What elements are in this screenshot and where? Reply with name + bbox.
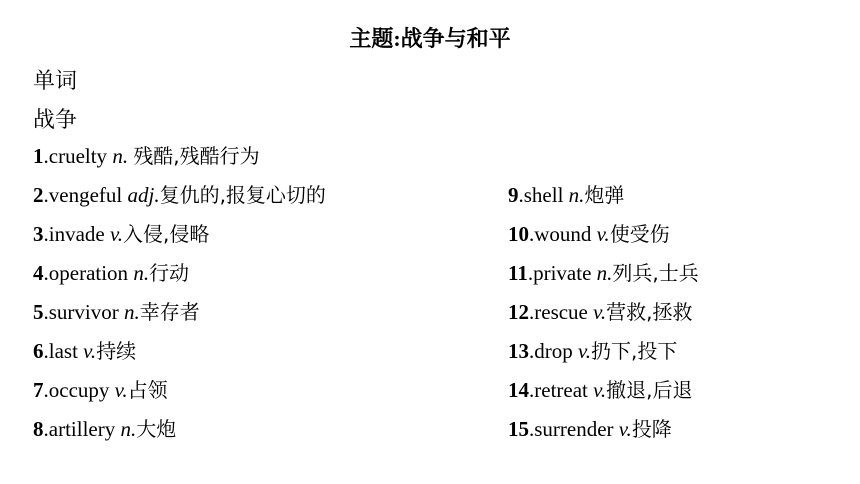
vocab-list-left bbox=[33, 141, 326, 453]
vocab-item: 4.operation n.行动 bbox=[33, 261, 190, 285]
vocab-meaning: 扔下,投下 bbox=[591, 339, 678, 363]
vocab-number: 5 bbox=[33, 300, 44, 324]
section-heading-war: 战争 bbox=[33, 108, 78, 133]
vocab-number: 1 bbox=[33, 144, 44, 168]
vocab-word: last bbox=[48, 339, 78, 363]
vocab-word: operation bbox=[48, 261, 129, 285]
vocab-pos: adj. bbox=[127, 183, 160, 207]
vocab-list-right bbox=[508, 180, 699, 453]
vocab-pos: v. bbox=[596, 222, 610, 246]
vocab-item: 10.wound v.使受伤 bbox=[508, 222, 670, 246]
vocab-item: 5.survivor n.幸存者 bbox=[33, 300, 200, 324]
vocab-word: vengeful bbox=[48, 183, 123, 207]
vocab-number: 2 bbox=[33, 183, 44, 207]
vocab-meaning: 行动 bbox=[149, 261, 190, 285]
vocab-word: cruelty bbox=[48, 144, 108, 168]
vocab-meaning: 撤退,后退 bbox=[606, 378, 693, 402]
vocab-number: 14 bbox=[508, 378, 529, 402]
vocab-pos: v. bbox=[593, 300, 607, 324]
vocab-pos: n. bbox=[112, 144, 129, 168]
vocab-word: occupy bbox=[48, 378, 110, 402]
vocab-meaning: 使受伤 bbox=[609, 222, 670, 246]
vocab-number: 3 bbox=[33, 222, 44, 246]
vocab-pos: v. bbox=[83, 339, 97, 363]
vocab-number: 8 bbox=[33, 417, 44, 441]
vocab-word: artillery bbox=[48, 417, 116, 441]
vocab-meaning: 炮弹 bbox=[584, 183, 625, 207]
vocab-word: survivor bbox=[48, 300, 119, 324]
vocab-number: 15 bbox=[508, 417, 529, 441]
vocab-pos: v. bbox=[114, 378, 128, 402]
vocab-pos: n. bbox=[568, 183, 585, 207]
vocab-item: 7.occupy v.占领 bbox=[33, 378, 168, 402]
vocab-item: 1.cruelty n. 残酷,残酷行为 bbox=[33, 144, 260, 168]
vocab-word: drop bbox=[534, 339, 573, 363]
vocab-number: 11 bbox=[508, 261, 528, 285]
vocab-word: rescue bbox=[534, 300, 588, 324]
vocab-number: 7 bbox=[33, 378, 44, 402]
vocab-pos: n. bbox=[120, 417, 137, 441]
vocab-meaning: 营救,拯救 bbox=[606, 300, 693, 324]
vocab-word: wound bbox=[534, 222, 592, 246]
section-heading-words: 单词 bbox=[33, 69, 78, 94]
vocab-pos: v. bbox=[109, 222, 123, 246]
vocab-number: 4 bbox=[33, 261, 44, 285]
page-title: 主题:战争与和平 bbox=[349, 26, 511, 51]
vocab-item: 6.last v.持续 bbox=[33, 339, 137, 363]
vocab-item: 13.drop v.扔下,投下 bbox=[508, 339, 678, 363]
vocab-meaning: 持续 bbox=[96, 339, 137, 363]
vocab-number: 6 bbox=[33, 339, 44, 363]
vocab-item: 11.private n.列兵,士兵 bbox=[508, 261, 699, 285]
vocab-item: 12.rescue v.营救,拯救 bbox=[508, 300, 693, 324]
vocab-word: shell bbox=[523, 183, 564, 207]
vocab-pos: v. bbox=[618, 417, 632, 441]
vocab-word: invade bbox=[48, 222, 105, 246]
vocab-item: 9.shell n.炮弹 bbox=[508, 183, 625, 207]
vocab-pos: n. bbox=[133, 261, 150, 285]
vocab-word: private bbox=[533, 261, 592, 285]
vocab-item: 3.invade v.入侵,侵略 bbox=[33, 222, 210, 246]
vocab-meaning: 入侵,侵略 bbox=[123, 222, 210, 246]
vocab-meaning: 幸存者 bbox=[139, 300, 200, 324]
vocab-word: surrender bbox=[534, 417, 614, 441]
vocab-pos: n. bbox=[124, 300, 140, 324]
vocab-meaning: 占领 bbox=[127, 378, 168, 402]
vocab-number: 13 bbox=[508, 339, 529, 363]
vocab-meaning: 列兵,士兵 bbox=[612, 261, 699, 285]
vocab-number: 9 bbox=[508, 183, 519, 207]
vocab-number: 10 bbox=[508, 222, 529, 246]
vocab-meaning: 复仇的,报复心切的 bbox=[159, 183, 326, 207]
vocab-number: 12 bbox=[508, 300, 529, 324]
vocab-word: retreat bbox=[534, 378, 588, 402]
vocab-pos: n. bbox=[596, 261, 613, 285]
vocab-item: 2.vengeful adj.复仇的,报复心切的 bbox=[33, 183, 326, 207]
vocab-meaning: 投降 bbox=[631, 417, 672, 441]
vocab-item: 15.surrender v.投降 bbox=[508, 417, 672, 441]
vocab-pos: v. bbox=[593, 378, 607, 402]
vocab-pos: v. bbox=[578, 339, 592, 363]
vocab-item: 14.retreat v.撤退,后退 bbox=[508, 378, 693, 402]
vocab-meaning: 大炮 bbox=[136, 417, 177, 441]
vocab-item: 8.artillery n.大炮 bbox=[33, 417, 177, 441]
vocab-meaning: 残酷,残酷行为 bbox=[133, 144, 260, 168]
